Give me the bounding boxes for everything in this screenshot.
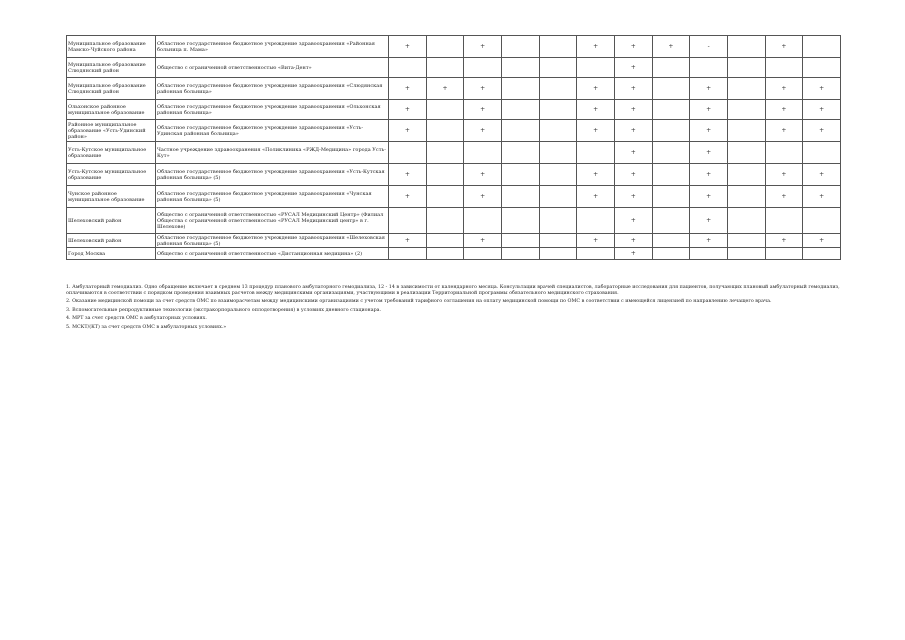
mark-cell [690,248,728,260]
mark-cell [727,36,765,58]
mark-cell [765,142,803,164]
mark-cell [577,248,615,260]
mark-cell [539,142,577,164]
mark-cell [803,58,841,78]
mark-cell: + [765,120,803,142]
mark-cell: + [614,142,652,164]
mark-cell: + [389,164,427,186]
mark-cell [652,248,690,260]
mark-cell: + [464,100,502,120]
mark-cell: + [577,36,615,58]
mark-cell: + [464,234,502,248]
mark-cell [501,36,539,58]
mark-cell [727,142,765,164]
footnote: 1. Амбулаторный гемодиализ. Одно обращение включает в среднем 13 процедур планового амбулаторного гемодиализа, 12 - 14 в зависимости от календарного месяца. Консультации врачей специалистов, лабораторные исследования для пациентов, получающих плановый амбулаторный гемодиализ, оплачиваются в соответствии с порядком проведения взаимных расчетов между медицинскими организациями, участвующими в реализации Территориальной программы обязательного медицинского страхования. [66,285,840,296]
table-row [67,58,841,78]
mark-cell: + [464,78,502,100]
mark-cell: + [464,186,502,208]
mark-cell: + [652,36,690,58]
mark-cell: + [803,78,841,100]
municipality-cell: Шелеховский район [67,234,156,248]
mark-cell [727,234,765,248]
mark-cell: + [614,208,652,234]
mark-cell: + [690,208,728,234]
mark-cell: + [577,120,615,142]
mark-cell [426,248,464,260]
mark-cell [539,100,577,120]
mark-cell [464,142,502,164]
mark-cell [539,36,577,58]
mark-cell [464,248,502,260]
table-row [67,208,841,234]
footnote: 5. МСКТ/(КТ) за счет средств ОМС в амбулаторных условиях.» [66,324,227,330]
mark-cell [727,186,765,208]
footnote: 4. МРТ за счет средств ОМС в амбулаторных условиях. [66,316,207,322]
table-row [67,234,841,248]
mark-cell [652,120,690,142]
mark-cell [501,78,539,100]
mark-cell [690,58,728,78]
mark-cell: + [614,78,652,100]
organization-cell: Общество с ограниченной ответственностью «Дистанционная медицина» (2) [156,248,389,260]
mark-cell [803,142,841,164]
mark-cell [539,164,577,186]
mark-cell: + [690,120,728,142]
mark-cell [803,36,841,58]
mark-cell [727,120,765,142]
mark-cell [426,58,464,78]
footnote: 3. Вспомогательные репродуктивные технологии (экстракорпорального оплодотворения) в условиях дневного стационара. [66,307,382,313]
mark-cell [652,78,690,100]
mark-cell [389,58,427,78]
footnotes [66,285,846,334]
mark-cell [501,186,539,208]
organization-cell: Областное государственное бюджетное учреждение здравоохранения «Усть-Удинская районная больница» [156,120,389,142]
mark-cell [501,58,539,78]
mark-cell [501,208,539,234]
mark-cell [426,234,464,248]
mark-cell: + [389,100,427,120]
mark-cell: + [803,186,841,208]
mark-cell: + [765,78,803,100]
organization-cell: Областное государственное бюджетное учреждение здравоохранения «Усть-Кутская районная больница» (5) [156,164,389,186]
mark-cell [765,58,803,78]
organization-cell: Общество с ограниченной ответственностью «Вита-Дент» [156,58,389,78]
mark-cell [577,58,615,78]
organization-cell: Областное государственное бюджетное учреждение здравоохранения «Слюдянская районная больница» [156,78,389,100]
mark-cell [652,208,690,234]
mark-cell [577,208,615,234]
mark-cell: + [614,36,652,58]
mark-cell: + [389,120,427,142]
mark-cell: - [690,36,728,58]
mark-cell: + [614,186,652,208]
mark-cell: + [803,120,841,142]
table-row [67,78,841,100]
mark-cell: + [389,186,427,208]
mark-cell [389,248,427,260]
organization-cell: Частное учреждение здравоохранения «Поликлиника «РЖД-Медицина» города Усть-Кут» [156,142,389,164]
municipality-cell: Муниципальное образование Слюдянский район [67,78,156,100]
mark-cell [727,58,765,78]
mark-cell: + [577,100,615,120]
footnote: 2. Оказание медицинской помощи за счет средств ОМС по взаиморасчетам между медицинскими организациями с учетом требований тарифного соглашения на оплату медицинской помощи по ОМС в соответствии с имеющейся лицензией по направлению лечащего врача. [66,299,772,305]
mark-cell: + [426,78,464,100]
mark-cell [389,208,427,234]
mark-cell [539,186,577,208]
mark-cell [539,208,577,234]
mark-cell [501,100,539,120]
municipality-cell: Ольхонское районное муниципальное образование [67,100,156,120]
mark-cell [727,164,765,186]
mark-cell [652,186,690,208]
mark-cell [464,208,502,234]
mark-cell [426,164,464,186]
mark-cell [652,234,690,248]
mark-cell [652,142,690,164]
mark-cell [803,208,841,234]
mark-cell [426,186,464,208]
mark-cell: + [464,120,502,142]
mark-cell [539,78,577,100]
mark-cell [765,208,803,234]
mark-cell: + [690,186,728,208]
mark-cell [501,248,539,260]
mark-cell: + [690,234,728,248]
mark-cell: + [803,164,841,186]
organization-cell: Областное государственное бюджетное учреждение здравоохранения «Районная больница п. Мама» [156,36,389,58]
table-row [67,142,841,164]
mark-cell [501,142,539,164]
municipality-cell: Муниципальное образование Мамско-Чуйского района [67,36,156,58]
mark-cell [652,164,690,186]
mark-cell: + [464,164,502,186]
mark-cell [727,78,765,100]
mark-cell [501,164,539,186]
registry-table-body [67,36,841,260]
mark-cell: + [614,164,652,186]
mark-cell [426,100,464,120]
mark-cell: + [614,58,652,78]
table-row [67,120,841,142]
municipality-cell: Город Москва [67,248,156,260]
table-row [67,164,841,186]
mark-cell [727,248,765,260]
mark-cell: + [389,234,427,248]
mark-cell: + [464,36,502,58]
mark-cell [577,142,615,164]
organization-cell: Областное государственное бюджетное учреждение здравоохранения «Чунская районная больница» (5) [156,186,389,208]
mark-cell: + [389,36,427,58]
mark-cell [389,142,427,164]
mark-cell [539,234,577,248]
mark-cell: + [577,186,615,208]
mark-cell [426,142,464,164]
municipality-cell: Районное муниципальное образование «Усть-Удинский район» [67,120,156,142]
mark-cell: + [803,234,841,248]
registry-table-sheet [66,35,841,260]
organization-cell: Областное государственное бюджетное учреждение здравоохранения «Шелеховская районная больница» (5) [156,234,389,248]
mark-cell: + [614,248,652,260]
mark-cell [539,58,577,78]
mark-cell: + [765,186,803,208]
table-row [67,100,841,120]
mark-cell: + [614,234,652,248]
mark-cell: + [803,100,841,120]
mark-cell [501,120,539,142]
mark-cell [464,58,502,78]
mark-cell: + [389,78,427,100]
mark-cell [765,248,803,260]
mark-cell: + [765,100,803,120]
mark-cell [652,58,690,78]
mark-cell [803,248,841,260]
table-row [67,248,841,260]
municipality-cell: Чунское районное муниципальное образование [67,186,156,208]
municipality-cell: Шелеховский район [67,208,156,234]
mark-cell: + [577,78,615,100]
mark-cell: + [577,234,615,248]
mark-cell: + [690,100,728,120]
mark-cell [426,120,464,142]
mark-cell: + [614,120,652,142]
mark-cell: + [577,164,615,186]
municipality-cell: Муниципальное образование Слюдянский район [67,58,156,78]
mark-cell [426,208,464,234]
organization-cell: Общество с ограниченной ответственностью «РУСАЛ Медицинский Центр» (Филиал Общества с ограниченной ответственностью «РУСАЛ Медицинский центр» в г. Шелехове) [156,208,389,234]
table-row [67,186,841,208]
mark-cell [652,100,690,120]
mark-cell: + [765,164,803,186]
mark-cell [501,234,539,248]
mark-cell: + [690,164,728,186]
mark-cell [727,100,765,120]
mark-cell [539,120,577,142]
municipality-cell: Усть-Кутское муниципальное образование [67,142,156,164]
organization-cell: Областное государственное бюджетное учреждение здравоохранения «Ольхонская районная больница» [156,100,389,120]
municipality-cell: Усть-Кутское муниципальное образование [67,164,156,186]
table-row [67,36,841,58]
mark-cell [426,36,464,58]
mark-cell [539,248,577,260]
mark-cell: + [614,100,652,120]
mark-cell [727,208,765,234]
mark-cell: + [690,142,728,164]
mark-cell: + [765,234,803,248]
mark-cell: + [765,36,803,58]
registry-table [66,35,841,260]
mark-cell: + [690,78,728,100]
